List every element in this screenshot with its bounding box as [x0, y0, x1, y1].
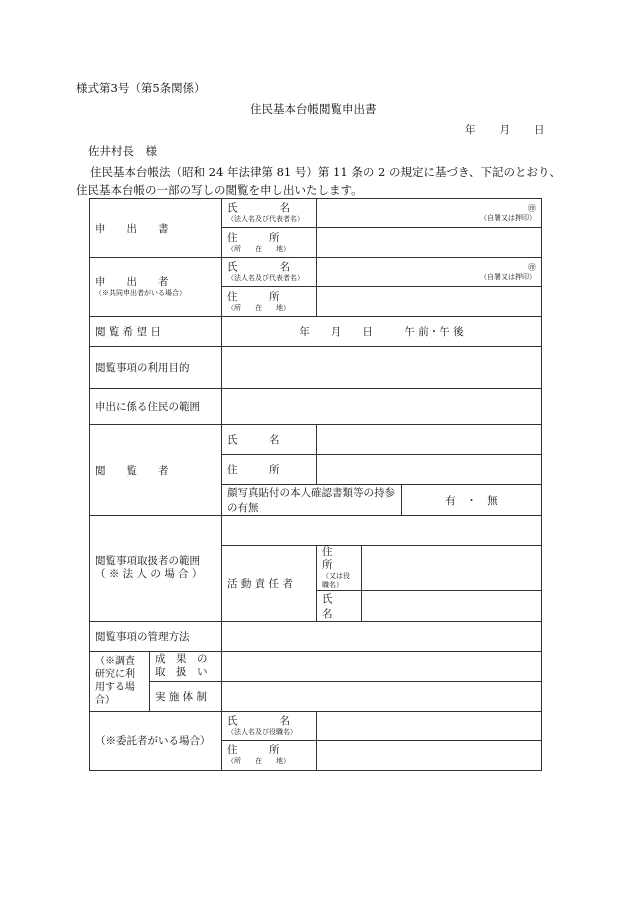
- label-shimei: 氏 名: [227, 202, 290, 215]
- label-itaku-jusho-sub: （所 在 地）: [227, 757, 290, 766]
- addressee: 佐井村長 様: [88, 144, 157, 158]
- label-katsu-jusho: 住 所: [322, 546, 354, 572]
- label-jusho-sub-2: （所 在 地）: [227, 303, 290, 312]
- label-chousa: （※調査研究に利用する場合）: [90, 651, 150, 711]
- label-riyou-mokuteki: 閲覧事項の利用目的: [90, 347, 222, 389]
- label-jusho-cell: [222, 228, 317, 258]
- label-kakunin: 顔写真貼付の本人確認書類等の持参の有無: [222, 485, 402, 516]
- itaku-shimei-input[interactable]: [317, 711, 542, 740]
- seal-note-2: （自署又は押印）: [480, 272, 537, 281]
- kanri-input[interactable]: [222, 621, 542, 651]
- section-toriatsukai: [90, 516, 222, 622]
- label-etsu-shimei: 氏 名: [222, 425, 317, 455]
- etsu-jusho-input[interactable]: [317, 455, 542, 485]
- jusho-input-2[interactable]: [317, 287, 542, 317]
- label-katsu-jusho-cell: [317, 546, 362, 591]
- label-seika: 成 果 の取 扱 い: [150, 651, 222, 681]
- itaku-jusho-input[interactable]: [317, 740, 542, 770]
- label-katsu-jusho-sub: （又は役職名）: [322, 572, 350, 589]
- label-jisshi: 実 施 体 制: [150, 681, 222, 711]
- label-jusho-cell-2: [222, 287, 317, 317]
- page-title: 住民基本台帳閲覧申出書: [250, 102, 377, 116]
- label-kanri: 閲覧事項の管理方法: [90, 621, 222, 651]
- form-number: 様式第3号（第5条関係）: [76, 81, 206, 95]
- label-itaku-shimei-cell: [222, 711, 317, 740]
- label-etsuransha: 閲 覧 者: [95, 464, 169, 477]
- label-katsudou: 活 動 責 任 者: [222, 546, 317, 622]
- label-itaku-jusho: 住 所: [227, 744, 280, 757]
- application-form-table: [89, 198, 542, 771]
- label-shimei-cell-2: [222, 258, 317, 287]
- intro-text-line-1: 住民基本台帳法（昭和 24 年法律第 81 号）第 11 条の 2 の規定に基づき、下記のとおり、: [90, 165, 561, 179]
- label-moushidesho: 申 出 書: [95, 222, 169, 235]
- label-moushidesha: 申 出 者: [95, 276, 169, 289]
- label-kibou-bi: 閲 覧 希 望 日: [90, 317, 222, 347]
- label-etsu-jusho: 住 所: [222, 455, 317, 485]
- riyou-mokuteki-input[interactable]: [222, 347, 542, 389]
- label-jusho: 住 所: [227, 231, 280, 244]
- label-itaku: （※委託者がいる場合）: [90, 711, 222, 770]
- umu-input[interactable]: 有 ・ 無: [402, 485, 542, 516]
- label-shimei-sub-2: （法人名及び代表者名）: [227, 274, 304, 283]
- seal-icon: ㊞: [528, 203, 537, 213]
- seal-icon-2: ㊞: [528, 262, 537, 272]
- label-shimei-cell: [222, 199, 317, 228]
- etsu-shimei-input[interactable]: [317, 425, 542, 455]
- seika-input[interactable]: [222, 651, 542, 681]
- label-itaku-jusho-cell: [222, 740, 317, 770]
- date-label: 年 月 日: [465, 124, 546, 136]
- label-hani: 申出に係る住民の範囲: [90, 389, 222, 425]
- katsu-jusho-input[interactable]: [362, 546, 542, 591]
- label-jusho-sub: （所 在 地）: [227, 244, 290, 253]
- katsu-shimei-input[interactable]: [362, 590, 542, 621]
- label-shimei-sub: （法人名及び代表者名）: [227, 215, 304, 224]
- label-jusho-2: 住 所: [227, 290, 280, 303]
- label-toriatsukai-1: 閲覧事項取扱者の範囲: [95, 555, 200, 568]
- section-etsuransha: [90, 425, 222, 516]
- label-katsu-shimei: 氏 名: [317, 590, 362, 621]
- kibou-bi-input[interactable]: 年 月 日 午 前・午 後: [222, 317, 542, 347]
- intro-text-line-2: 住民基本台帳の一部の写しの閲覧を申し出いたします。: [76, 183, 363, 197]
- toriatsukai-input[interactable]: [222, 516, 542, 546]
- jisshi-input[interactable]: [222, 681, 542, 711]
- seal-note: （自署又は押印）: [480, 213, 537, 222]
- shimei-input-2[interactable]: [317, 258, 542, 287]
- label-moushidesha-note: （※共同申出者がいる場合）: [95, 289, 186, 298]
- label-toriatsukai-2: （ ※ 法 人 の 場 合 ）: [95, 568, 203, 581]
- shimei-input[interactable]: [317, 199, 542, 228]
- label-itaku-shimei-sub: （法人名及び役職名）: [227, 727, 297, 736]
- jusho-input[interactable]: [317, 228, 542, 258]
- section-moushidesha: [90, 258, 222, 317]
- label-itaku-shimei: 氏 名: [227, 714, 290, 727]
- section-moushidesho: [90, 199, 222, 258]
- hani-input[interactable]: [222, 389, 542, 425]
- label-shimei-2: 氏 名: [227, 261, 290, 274]
